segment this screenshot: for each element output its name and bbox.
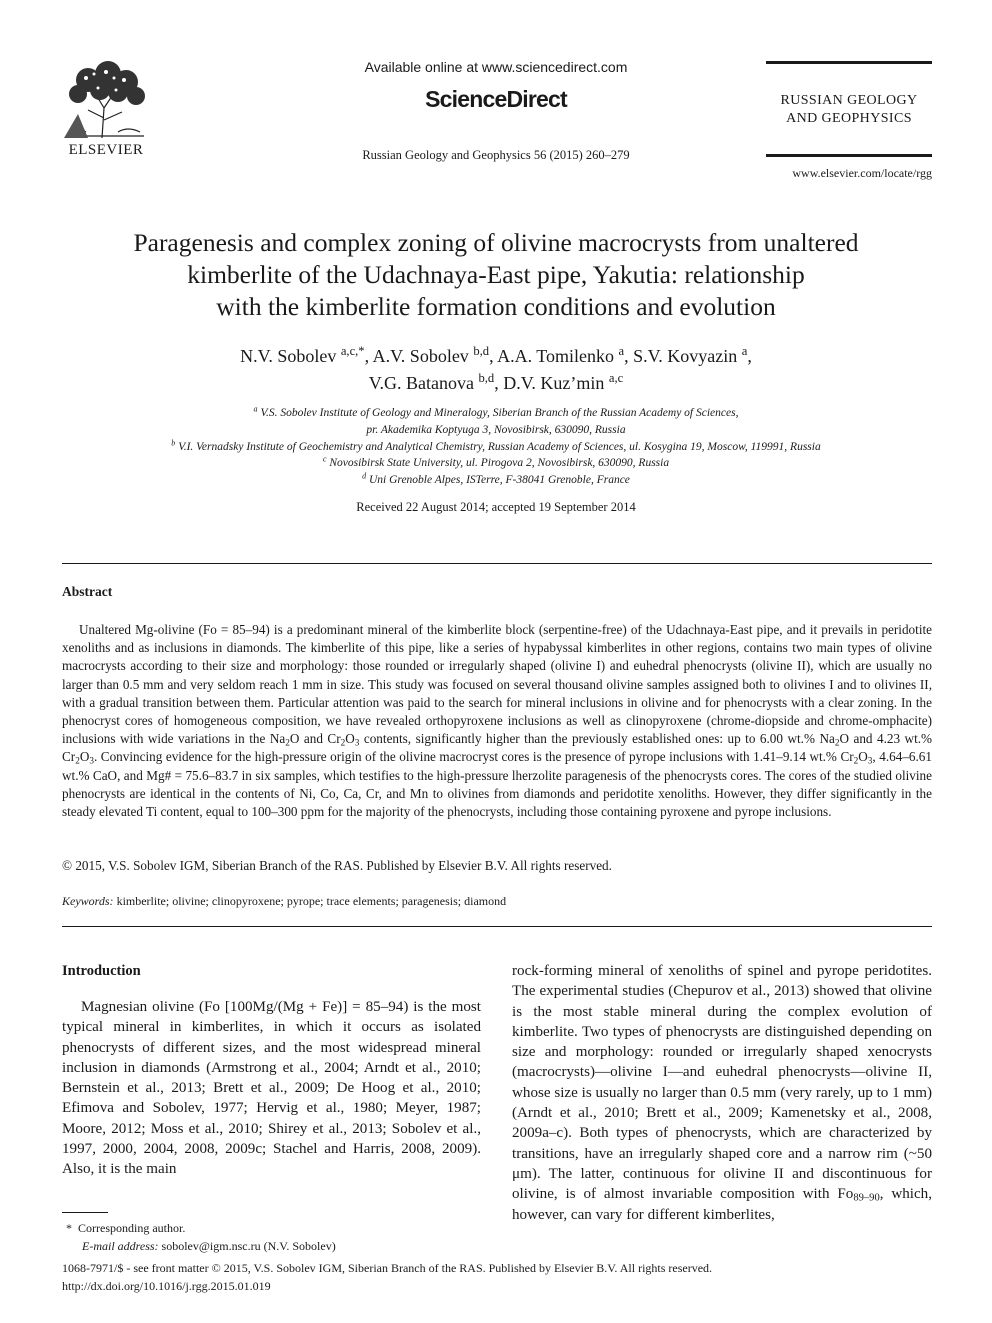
elsevier-wordmark: ELSEVIER bbox=[68, 142, 144, 158]
left-column-text: Magnesian olivine (Fo [100Mg/(Mg + Fe)] = 85–94) is the most typical mineral in kimberlites, in which it occurs as isolated phenocrysts of different sizes, and the most widespread mineral inclusion in diamonds (Armstrong et al., 2004; Arndt et al., 2010; Bernstein et al., 2013; Brett et al., 2009; De Hoog et al., 2010; Efimova and Sobolev, 1977; Hervig et al., 1980; Meyer, 1987; Moore, 2012; Moss et al., 2010; Shirey et al., 2013; Sobolev et al., 1997, 2000, 2004, 2008, 2009c; Stachel and Harris, 2008, 2009). Also, it is the main bbox=[62, 999, 481, 1178]
issn-copyright-line: 1068-7971/$ - see front matter © 2015, V.S. Sobolev IGM, Siberian Branch of the RAS. Published by Elsevier B.V. All rights reserved. bbox=[62, 1261, 713, 1275]
doi-link[interactable]: http://dx.doi.org/10.1016/j.rgg.2015.01.019 bbox=[62, 1279, 271, 1293]
author-name[interactable]: A.V. Sobolev bbox=[372, 346, 469, 366]
journal-url[interactable]: www.elsevier.com/locate/rgg bbox=[792, 166, 932, 180]
abstract-rule-top bbox=[62, 563, 932, 564]
keywords-label: Keywords: bbox=[62, 894, 114, 908]
journal-name-line1: RUSSIAN GEOLOGY bbox=[780, 93, 918, 108]
author-name[interactable]: S.V. Kovyazin bbox=[633, 346, 738, 366]
abstract-rule-bottom bbox=[62, 926, 932, 927]
journal-rule-bottom bbox=[766, 154, 932, 157]
keywords bbox=[62, 894, 932, 909]
affiliation-a: $^a$ V.S. Sobolev Institute of Geology and Mineralogy, Siberian Branch of the Russian Academy of Sciences, bbox=[253, 404, 739, 419]
abstract-heading: Abstract bbox=[62, 584, 113, 599]
journal-name-line2: AND GEOPHYSICS bbox=[786, 111, 912, 126]
author-line-2: V.G. Batanova $^{b,d}$, D.V. Kuz’min $^{a,c}$ bbox=[368, 371, 624, 393]
affiliations bbox=[40, 405, 952, 489]
affiliation-c: $^c$ Novosibirsk State University, ul. Pirogova 2, Novosibirsk, 630090, Russia bbox=[322, 454, 670, 470]
available-online: Available online at www.sciencedirect.com bbox=[364, 59, 628, 75]
title-line-3: with the kimberlite formation conditions and evolution bbox=[216, 292, 776, 321]
abstract-copyright: © 2015, V.S. Sobolev IGM, Siberian Branch of the RAS. Published by Elsevier B.V. All rights reserved. bbox=[62, 858, 612, 873]
keywords-list: kimberlite; olivine; clinopyroxene; pyrope; trace elements; paragenesis; diamond bbox=[116, 894, 507, 908]
author-name[interactable]: D.V. Kuz’min bbox=[503, 373, 605, 393]
title-line-2: kimberlite of the Udachnaya-East pipe, Yakutia: relationship bbox=[187, 260, 805, 289]
right-column-text: rock-forming mineral of xenoliths of spinel and pyrope peridotites. The experimental studies (Chepurov et al., 2013) showed that olivine is the most stable mineral during the complex evolution of kimberlite. Two types of phenocrysts are distinguished depending on size and morphology: rounded or irregularly shaped xenocrysts (macrocrysts)—olivine I—and euhedral phenocrysts—olivine II, whose size is usually no larger than 0.5 mm (very rarely, up to 1 mm) (Arndt et al., 2010; Brett et al., 2009; Kamenetsky et al., 2008, 2009a–c). Both types of phenocrysts, which are characterized by transitions, have an irregularly shaped core and a narrow rim (~50 μm). The latter, continuous for olivine II and discontinuous for olivine, is of almost invariable composition with $Fo_{89-90}$, which, however, can vary for different kimberlites, bbox=[512, 963, 933, 1223]
article-title bbox=[40, 227, 952, 323]
sciencedirect-wordmark: ScienceDirect bbox=[425, 86, 567, 112]
elsevier-logo bbox=[58, 58, 154, 158]
email-note: E-mail address: sobolev@igm.nsc.ru (N.V. Sobolev) bbox=[82, 1239, 336, 1253]
received-dates: Received 22 August 2014; accepted 19 September 2014 bbox=[356, 500, 636, 514]
author-line-1: N.V. Sobolev $^{a,c,*}$, A.V. Sobolev $^{b,d}$, A.A. Tomilenko $^a$, S.V. Kovyazin $^a$, bbox=[240, 344, 752, 366]
corresponding-author-note: * Corresponding author. bbox=[66, 1221, 186, 1235]
introduction-heading: Introduction bbox=[62, 963, 141, 979]
elsevier-tree-icon bbox=[58, 58, 154, 142]
journal-rule-top bbox=[766, 61, 932, 64]
author-email[interactable]: sobolev@igm.nsc.ru (N.V. Sobolev) bbox=[161, 1239, 336, 1253]
author-name[interactable]: V.G. Batanova bbox=[368, 373, 474, 393]
author-list bbox=[60, 343, 932, 397]
title-line-1: Paragenesis and complex zoning of olivine macrocrysts from unaltered bbox=[133, 228, 859, 257]
affiliation-b: $^b$ V.I. Vernadsky Institute of Geochemistry and Analytical Chemistry, Russian Academy of Sciences, ul. Kosygina 19, Moscow, 119991, Russia bbox=[171, 438, 821, 453]
footnote-rule bbox=[62, 1212, 108, 1213]
author-name[interactable]: A.A. Tomilenko bbox=[497, 346, 614, 366]
affiliation-a-address: pr. Akademika Koptyuga 3, Novosibirsk, 630090, Russia bbox=[366, 423, 626, 436]
abstract-body: Unaltered Mg-olivine (Fo = 85–94) is a predominant mineral of the kimberlite block (serpentine-free) of the Udachnaya-East pipe, and it prevails in peridotite xenoliths and as inclusions in diamonds. The kimberlite of this pipe, like a series of hypabyssal kimberlites in other regions, contains two main types of olivine macrocrysts according to their size and morphology: those rounded or irregularly shaped (olivine I) and euhedral phenocrysts (olivine II), which are usually no larger than 0.5 mm and very seldom reach 1 mm in size. This study was focused on several thousand olivine samples assigned both to olivines I and to olivines II, with a gradual transition between them. Particular attention was paid to the search for mineral inclusions in olivine and for phenocrysts with a clear zoning. In the phenocryst cores of homogeneous composition, we have revealed orthopyroxene inclusions as well as clinopyroxene (chrome-diopside and chrome-omphacite) inclusions with wide variations in the $Na_2O$ and $Cr_2O_3$ contents, significantly higher than the previously established ones: up to 6.00 wt.% $Na_2O$ and 4.23 wt.% $Cr_2O_3$. Convincing evidence for the high-pressure origin of the olivine macrocryst cores is the presence of pyrope inclusions with 1.41–9.14 wt.% $Cr_2O_3$, 4.64–6.61 wt.% CaO, and Mg# = 75.6–83.7 in six samples, which testifies to the high-pressure lherzolite paragenesis of the phenocrysts cores. The cores of the studied olivine phenocrysts are identical in the contents of Ni, Co, Ca, Cr, and Mn to olivines from diamonds and peridotite xenoliths. However, they differ significantly in the steady elevated Ti content, equal to 100–300 ppm for the majority of the phenocrysts, including those containing pyroxene and pyrope inclusions. bbox=[62, 622, 933, 820]
affiliation-d: $^d$ Uni Grenoble Alpes, ISTerre, F-38041 Grenoble, France bbox=[362, 471, 630, 487]
author-name[interactable]: N.V. Sobolev bbox=[240, 346, 337, 366]
journal-citation: Russian Geology and Geophysics 56 (2015) 260–279 bbox=[362, 148, 630, 162]
